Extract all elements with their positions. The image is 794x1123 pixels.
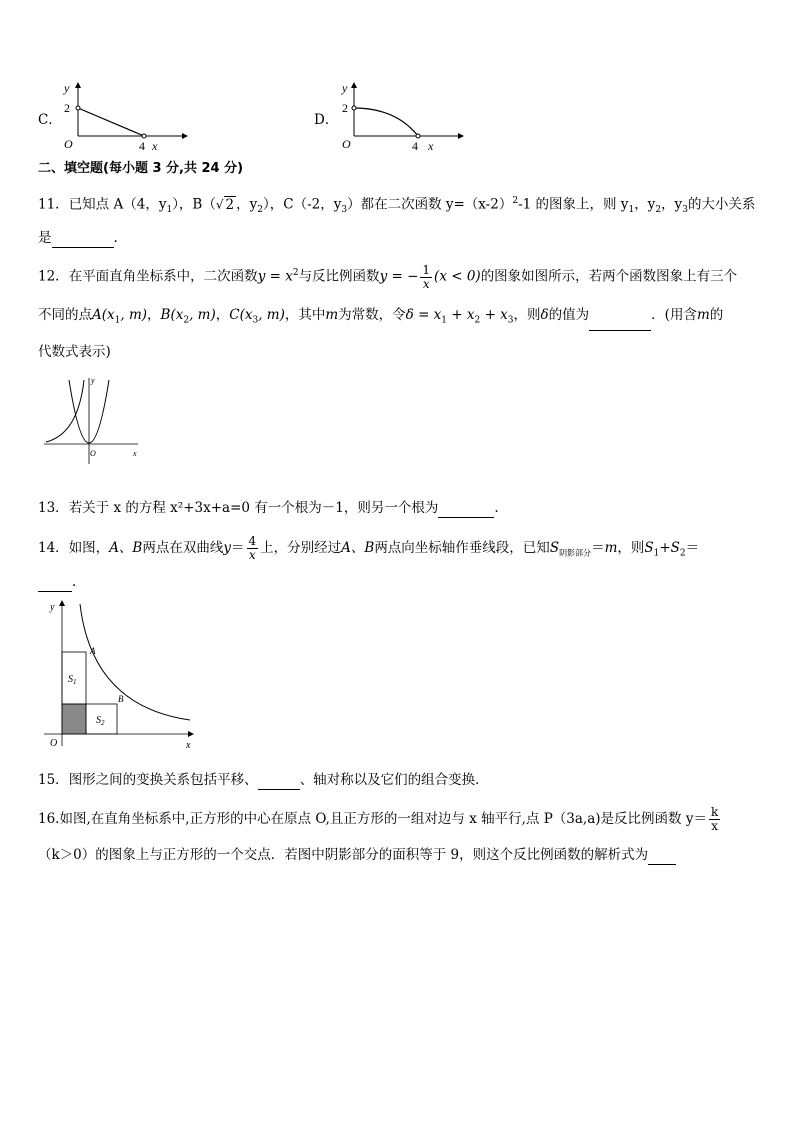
fraction-denominator: x	[422, 276, 430, 291]
option-d-label: D．	[314, 112, 339, 128]
option-c-graph	[60, 80, 190, 150]
q14-figure	[40, 598, 200, 750]
section-title: 二、填空题(每小题 3 分,共 24 分)	[38, 161, 244, 176]
q14-text: 上，分别经过	[260, 540, 342, 556]
q11-text: ），C（-2，y	[262, 196, 342, 213]
q12-number: 12．	[38, 268, 69, 285]
q12-text: 在平面直角坐标系中，二次函数	[68, 268, 258, 285]
q14-fraction	[247, 535, 259, 562]
question-16	[38, 806, 722, 833]
q14-text: ＝	[591, 540, 605, 556]
q15-number: 15．	[38, 772, 69, 788]
s1-sub: 1	[73, 678, 77, 686]
option-c-xtick: 4	[139, 139, 145, 150]
q15-text: 图形之间的变换关系包括平移、	[68, 772, 258, 788]
point-b: , m)	[189, 307, 216, 323]
q12-sub: 2	[183, 315, 190, 326]
q11-number: 11．	[38, 196, 69, 213]
option-c-ytick: 2	[64, 101, 70, 115]
option-d-x: x	[428, 139, 434, 150]
q11-sub: 3	[341, 205, 348, 216]
q16-text: （k＞0）的图象上与正方形的一个交点．若图中阴影部分的面积等于 9，则这个反比例函数的解析式为	[38, 847, 649, 863]
q12-fig-o: O	[90, 449, 96, 458]
answer-blank[interactable]	[438, 503, 494, 518]
q12-sub: 1	[441, 315, 448, 326]
q12-delta: + x	[480, 307, 508, 323]
point-c: , m)	[258, 307, 285, 323]
answer-blank[interactable]	[52, 233, 114, 248]
q14-formula: ＝	[231, 540, 245, 556]
q12-text: ，其中	[284, 307, 326, 323]
s1-letter: S	[68, 674, 73, 685]
sqrt-sign: √	[215, 197, 224, 212]
q14-area: S	[549, 540, 560, 556]
q16-fraction	[709, 806, 720, 833]
option-d-graph	[336, 80, 466, 150]
point-a: A(x	[92, 307, 115, 323]
q14-number: 14．	[38, 540, 69, 556]
q14-fig-a: A	[90, 646, 96, 656]
fraction-numerator: k	[710, 805, 719, 819]
q14-sub: 2	[679, 548, 686, 559]
fraction-numerator: 4	[248, 534, 257, 548]
s2-sub: 2	[101, 719, 105, 727]
q12-fig-x: x	[133, 449, 137, 458]
q11-text: ，y	[661, 196, 683, 213]
s2-letter: S	[96, 715, 101, 726]
q11-text: ，y	[634, 196, 656, 213]
q14-s1: S	[644, 540, 654, 556]
q11-end: .	[113, 230, 118, 246]
option-c-x: x	[152, 139, 158, 150]
answer-blank[interactable]	[648, 850, 676, 865]
q14-m: m	[604, 540, 618, 556]
q14-fig-y: y	[50, 602, 55, 613]
q14-end: .	[72, 574, 77, 590]
q14-text: 如图，	[68, 540, 110, 556]
q12-text: 为常数，令	[338, 307, 406, 323]
option-c	[38, 80, 178, 150]
q12-delta: δ = x	[405, 307, 442, 323]
answer-blank[interactable]	[589, 316, 651, 331]
option-d-origin: O	[342, 137, 351, 150]
option-d-xtick: 4	[412, 139, 418, 150]
q13-number: 13．	[38, 500, 69, 516]
question-16-line2	[38, 845, 676, 865]
q11-text: ）都在二次函数 y=（x-2）	[347, 196, 513, 213]
q14-text: ，则	[617, 540, 645, 556]
q11-text: -1 的图象上，则 y	[518, 196, 629, 213]
fraction-denominator: x	[248, 548, 256, 562]
q14-text: 两点向坐标轴作垂线段，已知	[374, 540, 550, 556]
question-11-line2	[38, 228, 118, 248]
point-b: B(x	[160, 307, 184, 323]
q11-text: 的大小关系	[687, 196, 756, 213]
q13-end: .	[494, 500, 499, 516]
q16-text: 如图,在直角坐标系中,正方形的中心在原点 O,且正方形的一组对边与 x 轴平行,点 P（3a,a)是反比例函数 y＝	[59, 811, 707, 827]
option-c-y: y	[64, 81, 70, 95]
q11-sub: 1	[628, 205, 635, 216]
q12-text: 与反比例函数	[298, 268, 380, 285]
q11-sup: 2	[512, 196, 519, 206]
question-14	[38, 535, 699, 564]
q14-points: A、B	[341, 540, 375, 556]
q12-m: m	[325, 307, 339, 323]
q12-delta: δ	[540, 307, 549, 323]
q12-text: ，则	[513, 307, 541, 323]
q14-fig-x: x	[186, 740, 191, 750]
q14-sub: 阴影部分	[559, 548, 592, 558]
q12-formula: (x < 0)	[434, 268, 481, 285]
question-15	[38, 770, 489, 790]
q12-text: ．(用含	[651, 307, 697, 323]
option-c-origin: O	[64, 137, 73, 150]
question-12	[38, 263, 737, 291]
q12-sub: 3	[252, 315, 259, 326]
q11-text: 是	[38, 230, 52, 246]
q12-m: m	[696, 307, 710, 323]
q11-sub: 2	[257, 205, 263, 216]
q15-text: 、轴对称以及它们的组合变换．	[299, 772, 489, 788]
q11-text: 已知点 A（4，y	[68, 196, 167, 213]
q14-fig-s1	[68, 674, 77, 686]
q14-formula: y	[223, 540, 231, 556]
q11-sub: 1	[166, 205, 173, 216]
question-12-line2	[38, 305, 723, 331]
q14-points: A、B	[109, 540, 143, 556]
fraction-numerator: 1	[422, 262, 431, 277]
question-12-line3: 代数式表示)	[38, 344, 111, 360]
q14-fig-o: O	[50, 738, 58, 749]
q11-root: 2	[225, 196, 235, 213]
q14-text: ＝	[685, 540, 700, 556]
question-13	[38, 498, 499, 518]
fraction-denominator: x	[711, 819, 718, 833]
q12-text: 不同的点	[38, 307, 92, 323]
q12-text: 的	[709, 307, 724, 323]
q11-sub: 2	[655, 205, 662, 216]
q12-fraction	[420, 264, 432, 291]
q14-s2: S	[670, 540, 680, 556]
q12-formula: y = x	[257, 268, 293, 285]
q14-sub: 1	[653, 548, 660, 559]
q16-number: 16.	[38, 811, 60, 827]
option-d-y: y	[342, 81, 348, 95]
option-c-label: C．	[38, 112, 62, 128]
q11-text: ，y	[236, 196, 258, 213]
q11-sub: 3	[682, 205, 688, 216]
q14-fig-s2	[96, 715, 105, 727]
answer-blank[interactable]	[258, 775, 300, 790]
q12-delta: + x	[447, 307, 475, 323]
q14-fig-b: B	[118, 694, 124, 704]
question-14-line2	[38, 572, 76, 592]
q12-formula: y = −	[379, 268, 419, 285]
q12-sub: 1	[114, 315, 121, 326]
q12-text: 的值为	[548, 307, 590, 323]
q12-sub: 2	[474, 315, 481, 326]
q12-sup: 2	[292, 268, 299, 278]
option-d-ytick: 2	[342, 101, 348, 115]
q12-figure	[40, 372, 150, 468]
q12-sub: 3	[507, 315, 514, 326]
point-c: C(x	[229, 307, 253, 323]
q12-text: ，	[147, 307, 161, 323]
answer-blank[interactable]	[38, 577, 72, 592]
option-d	[314, 80, 464, 150]
q12-text: 的图象如图所示，若两个函数图象上有三个	[480, 268, 738, 285]
q14-text: +	[659, 540, 671, 556]
q12-text: ，	[215, 307, 230, 323]
q14-text: 两点在双曲线	[142, 540, 224, 556]
q13-text: 若关于 x 的方程 x²+3x+a=0 有一个根为－1，则另一个根为	[68, 500, 439, 516]
q12-fig-y: y	[91, 376, 95, 385]
question-11	[38, 191, 755, 220]
q11-text: ），B（	[172, 196, 216, 213]
point-a: , m)	[120, 307, 148, 323]
